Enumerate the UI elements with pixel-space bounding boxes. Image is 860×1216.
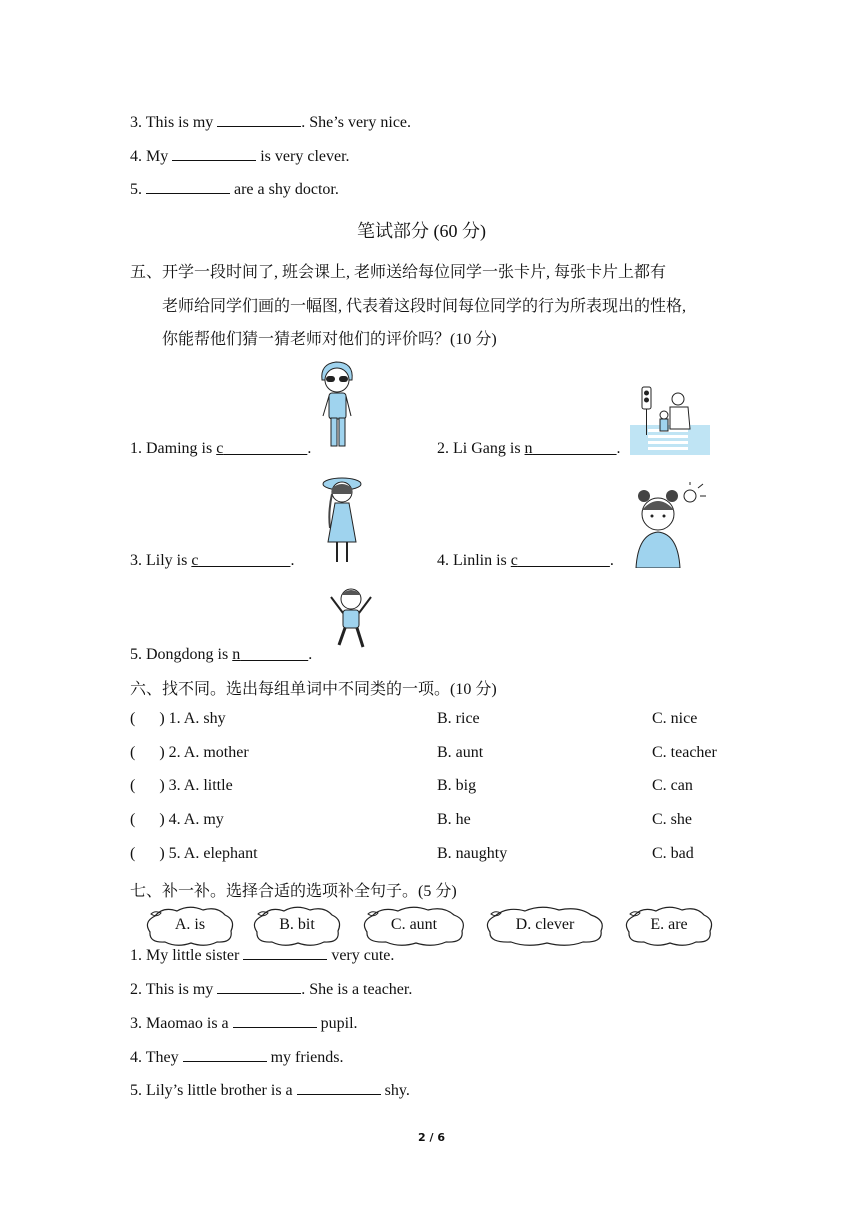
- section5-item-2: 2. Li Gang is n .: [437, 440, 621, 457]
- option-cloud-b: B. bit: [250, 904, 344, 948]
- section7-heading: 七、补一补。选择合适的选项补全句子。(5 分): [130, 883, 457, 900]
- section6-row-3-b: B. big: [437, 777, 477, 794]
- jumping-boy-icon: [327, 585, 375, 655]
- section5-instruction-line2: 老师给同学们画的一幅图, 代表着这段时间每位同学的行为所表现出的性格,: [162, 298, 687, 315]
- section5-item-3: 3. Lily is c .: [130, 552, 295, 569]
- answer-blank[interactable]: n: [232, 646, 241, 663]
- section7-sentence-3: 3. Maomao is a pupil.: [130, 1015, 358, 1032]
- page-number: 2 / 6: [418, 1131, 445, 1144]
- answer-blank[interactable]: [243, 946, 327, 960]
- section6-row-1-b: B. rice: [437, 710, 480, 727]
- section5-item-1: 1. Daming is c .: [130, 440, 312, 457]
- answer-blank[interactable]: [217, 113, 301, 127]
- section6-row-1: ( ) 1. A. shy: [130, 710, 226, 727]
- answer-blank[interactable]: c: [510, 552, 518, 569]
- section6-heading: 六、找不同。选出每组单词中不同类的一项。(10 分): [130, 681, 497, 698]
- section6-row-2: ( ) 2. A. mother: [130, 744, 249, 761]
- girl-lightbulb-icon: [632, 482, 708, 568]
- sentence-4: 4. My is very clever.: [130, 148, 350, 165]
- section7-sentence-2: 2. This is my . She is a teacher.: [130, 981, 413, 998]
- section6-row-4-b: B. he: [437, 811, 471, 828]
- section6-row-4: ( ) 4. A. my: [130, 811, 224, 828]
- section5-item-5: 5. Dongdong is n .: [130, 646, 313, 663]
- option-cloud-a: A. is: [143, 904, 237, 948]
- section6-row-2-b: B. aunt: [437, 744, 484, 761]
- section6-row-4-c: C. she: [652, 811, 692, 828]
- section6-row-1-c: C. nice: [652, 710, 698, 727]
- boy-sunglasses-icon: [314, 358, 360, 454]
- section6-row-3-c: C. can: [652, 777, 693, 794]
- answer-blank[interactable]: [146, 180, 230, 194]
- section6-row-5: ( ) 5. A. elephant: [130, 845, 258, 862]
- section7-sentence-1: 1. My little sister very cute.: [130, 947, 395, 964]
- option-cloud-e: E. are: [622, 904, 716, 948]
- section6-row-5-b: B. naughty: [437, 845, 508, 862]
- girl-hat-icon: [320, 472, 365, 568]
- section5-item-4: 4. Linlin is c .: [437, 552, 614, 569]
- option-cloud-c: C. aunt: [360, 904, 468, 948]
- section6-row-3: ( ) 3. A. little: [130, 777, 233, 794]
- answer-blank[interactable]: c: [191, 552, 199, 569]
- section5-instruction-line1: 五、开学一段时间了, 班会课上, 老师送给每位同学一张卡片, 每张卡片上都有: [130, 264, 667, 281]
- answer-blank[interactable]: [217, 980, 301, 994]
- section6-row-2-c: C. teacher: [652, 744, 717, 761]
- answer-blank[interactable]: [297, 1081, 381, 1095]
- answer-blank[interactable]: c: [216, 440, 224, 457]
- sentence-5: 5. are a shy doctor.: [130, 181, 339, 198]
- sentence-3: 3. This is my . She’s very nice.: [130, 114, 412, 131]
- option-cloud-d: D. clever: [483, 904, 607, 948]
- section5-instruction-line3: 你能帮他们猜一猜老师对他们的评价吗？(10 分): [162, 331, 497, 348]
- answer-blank[interactable]: n: [524, 440, 533, 457]
- answer-blank[interactable]: [172, 147, 256, 161]
- crosswalk-helping-icon: [630, 385, 710, 455]
- section-title-written: 笔试部分 (60 分): [357, 221, 486, 241]
- section7-sentence-5: 5. Lily’s little brother is a shy.: [130, 1082, 410, 1099]
- answer-blank[interactable]: [233, 1014, 317, 1028]
- section6-row-5-c: C. bad: [652, 845, 694, 862]
- section7-sentence-4: 4. They my friends.: [130, 1049, 344, 1066]
- answer-blank[interactable]: [183, 1048, 267, 1062]
